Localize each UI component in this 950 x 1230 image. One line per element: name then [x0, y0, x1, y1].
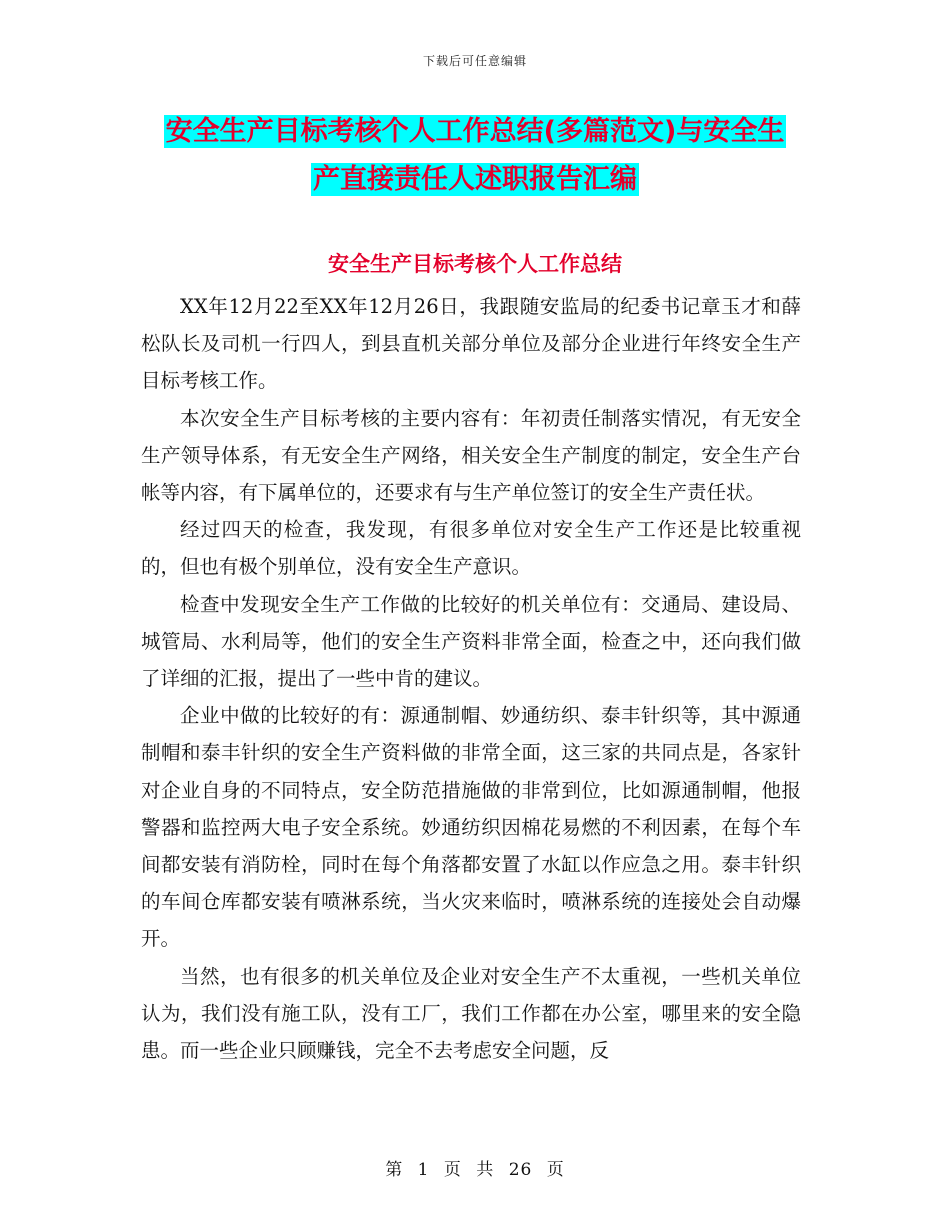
body-text	[141, 288, 801, 1069]
paragraph: 本次安全生产目标考核的主要内容有：年初责任制落实情况，有无安全生产领导体系，有无安全生产网络，相关安全生产制度的制定，安全生产台帐等内容，有下属单位的，还要求有与生产单位签订的安全生产责任状。	[141, 406, 801, 505]
footer-prefix: 第	[385, 1160, 404, 1180]
page-footer	[0, 1155, 950, 1180]
paragraph: 检查中发现安全生产工作做的比较好的机关单位有：交通局、建设局、城管局、水利局等，他们的安全生产资料非常全面，检查之中，还向我们做了详细的汇报，提出了一些中肯的建议。	[141, 592, 801, 691]
footer-page-number: 1	[417, 1160, 430, 1180]
paragraph: 当然，也有很多的机关单位及企业对安全生产不太重视，一些机关单位认为，我们没有施工队，没有工厂，我们工作都在办公室，哪里来的安全隐患。而一些企业只顾赚钱，完全不去考虑安全问题，反	[141, 964, 801, 1063]
paragraph: XX年12月22至XX年12月26日，我跟随安监局的纪委书记章玉才和薛松队长及司机一行四人，到县直机关部分单位及部分企业进行年终安全生产目标考核工作。	[141, 295, 801, 393]
footer-total-pages: 26	[508, 1160, 533, 1180]
document-title-line-2: 产直接责任人述职报告汇编	[313, 164, 637, 195]
paragraph: 企业中做的比较好的有：源通制帽、妙通纺织、泰丰针织等，其中源通制帽和泰丰针织的安全生产资料做的非常全面，这三家的共同点是，各家针对企业自身的不同特点，安全防范措施做的非常到位，比如源通制帽，他报警器和监控两大电子安全系统。妙通纺织因棉花易燃的不利因素，在每个车间都安装有消防栓，同时在每个角落都安置了水缸以作应急之用。泰丰针织的车间仓库都安装有喷淋系统，当火灾来临时，喷淋系统的连接处会自动爆开。	[141, 704, 801, 951]
header-note: 下载后可任意编辑	[422, 54, 527, 68]
section-title: 安全生产目标考核个人工作总结	[328, 252, 622, 276]
footer-page-unit: 页	[443, 1160, 462, 1180]
paragraph: 经过四天的检查，我发现，有很多单位对安全生产工作还是比较重视的，但也有极个别单位，没有安全生产意识。	[141, 518, 801, 579]
document-title-line-1: 安全生产目标考核个人工作总结(多篇范文)与安全生	[165, 116, 785, 147]
document-title	[140, 108, 810, 204]
footer-total-unit: 页	[546, 1160, 565, 1180]
footer-total-prefix: 共	[476, 1160, 495, 1180]
